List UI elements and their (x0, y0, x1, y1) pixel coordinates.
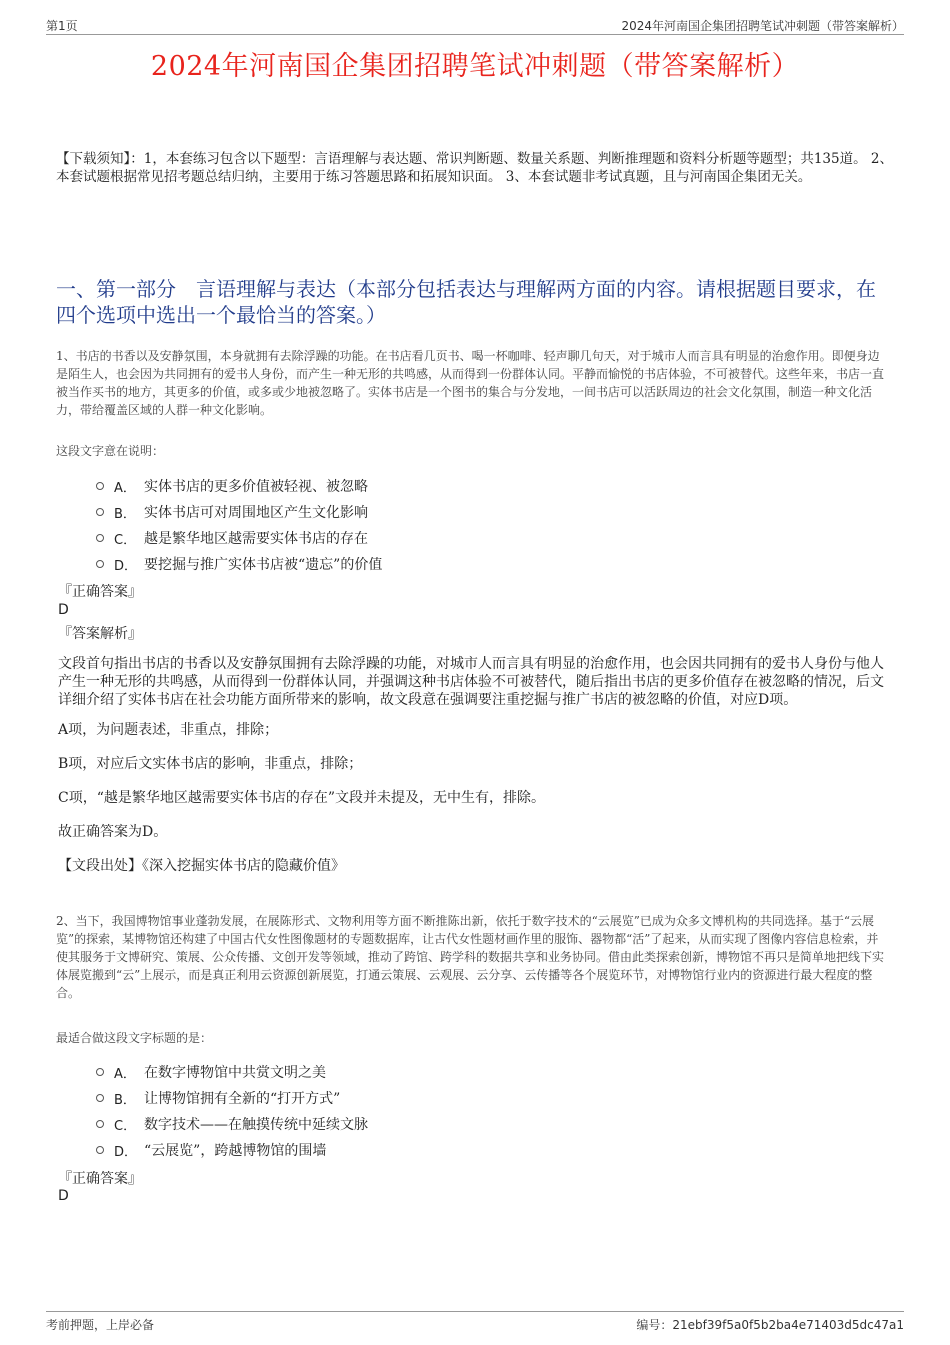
radio-icon[interactable] (96, 1068, 104, 1076)
page-number: 第1页 (46, 19, 78, 33)
header-doc-title: 2024年河南国企集团招聘笔试冲刺题（带答案解析） (621, 19, 904, 33)
option-text: 实体书店可对周围地区产生文化影响 (144, 505, 368, 521)
question-1-analysis (58, 655, 888, 875)
option-letter: C． (114, 532, 137, 548)
radio-icon[interactable] (96, 1094, 104, 1102)
question-1-analysis-label: 『答案解析』 (58, 626, 142, 642)
radio-icon[interactable] (96, 1146, 104, 1154)
option-letter: D． (114, 558, 138, 574)
radio-icon[interactable] (96, 534, 104, 542)
question-1-options (96, 473, 382, 577)
option-letter: C． (114, 1118, 137, 1134)
option-text: 越是繁华地区越需要实体书店的存在 (144, 531, 368, 547)
radio-icon[interactable] (96, 482, 104, 490)
section-heading: 一、第一部分 言语理解与表达（本部分包括表达与理解两方面的内容。请根据题目要求，在四个选项中选出一个最恰当的答案。） (56, 277, 876, 327)
question-2-options (96, 1059, 368, 1163)
option-letter: A． (114, 480, 136, 496)
question-2-option-a[interactable] (96, 1059, 368, 1085)
analysis-paragraph: 故正确答案为D。 (58, 824, 168, 840)
option-text: 在数字博物馆中共赏文明之美 (144, 1065, 326, 1081)
download-notice: 【下载须知】：1，本套练习包含以下题型：言语理解与表达题、常识判断题、数量关系题、判断推理题和资料分析题等题型；共135道。 2、本套试题根据常见招考题总结归纳，主要用于练习答题思路和拓展知识面。 3、本套试题非考试真题，且与河南国企集团无关。 (56, 151, 893, 185)
question-1-option-d[interactable] (96, 551, 382, 577)
serial-code: 21ebf39f5a0f5b2ba4e71403d5dc47a1 (672, 1318, 904, 1332)
question-2-answer-label: 『正确答案』 (58, 1171, 142, 1187)
question-1-option-a[interactable] (96, 473, 382, 499)
question-1-prompt: 这段文字意在说明： (56, 444, 165, 458)
footer-slogan: 考前押题，上岸必备 (46, 1318, 155, 1332)
option-letter: A． (114, 1066, 136, 1082)
option-text: “云展览”，跨越博物馆的围墙 (144, 1143, 327, 1159)
radio-icon[interactable] (96, 508, 104, 516)
question-2-answer: D (58, 1188, 69, 1204)
question-2-option-b[interactable] (96, 1085, 368, 1111)
page-footer (46, 1311, 904, 1336)
question-1-text: 1、书店的书香以及安静氛围，本身就拥有去除浮躁的功能。在书店看几页书、喝一杯咖啡、轻声聊几句天，对于城市人而言具有明显的治愈作用。即便身边是陌生人，也会因为共同拥有的爱书人身份，而产生一种无形的共鸣感，从而得到一份群体认同。平静而愉悦的书店体验，不可被替代。这些年来，书店一直被当作买书的地方，其更多的价值，或多或少地被忽略了。实体书店是一个图书的集合与分发地，一间书店可以活跃周边的社会文化氛围，制造一种文化活力，带给覆盖区域的人群一种文化影响。 (56, 349, 885, 417)
option-text: 数字技术——在触摸传统中延续文脉 (144, 1117, 368, 1133)
option-letter: D． (114, 1144, 138, 1160)
question-1-option-c[interactable] (96, 525, 382, 551)
radio-icon[interactable] (96, 560, 104, 568)
option-letter: B． (114, 1092, 136, 1108)
analysis-paragraph: A项，为问题表述，非重点，排除； (58, 722, 279, 738)
page-title: 2024年河南国企集团招聘笔试冲刺题（带答案解析） (150, 51, 800, 82)
option-letter: B． (114, 506, 136, 522)
option-text: 让博物馆拥有全新的“打开方式” (144, 1091, 341, 1107)
option-text: 要挖掘与推广实体书店被“遗忘”的价值 (144, 557, 383, 573)
question-2-text: 2、当下，我国博物馆事业蓬勃发展，在展陈形式、文物利用等方面不断推陈出新，依托于数字技术的“云展览”已成为众多文博机构的共同选择。基于“云展览”的探索，某博物馆还构建了中国古代女性图像题材的专题数据库，让古代女性题材画作里的服饰、器物都“活”了起来，从而实现了图像内容信息检索，并使其服务于文博研究、策展、公众传播、文创开发等领域，推动了跨馆、跨学科的数据共享和业务协同。借由此类探索创新，博物馆不再只是简单地把线下实体展览搬到“云”上展示，而是真正利用云资源创新展览，打通云策展、云观展、云分享、云传播等各个展览环节，对博物馆行业内的资源进行最大程度的整合。 (56, 914, 885, 1000)
option-text: 实体书店的更多价值被轻视、被忽略 (144, 479, 368, 495)
page-header (46, 14, 904, 35)
analysis-paragraph: C项，“越是繁华地区越需要实体书店的存在”文段并未提及，无中生有，排除。 (58, 790, 546, 806)
question-1-option-b[interactable] (96, 499, 382, 525)
question-2-option-d[interactable] (96, 1137, 368, 1163)
analysis-paragraph: 文段首句指出书店的书香以及安静氛围拥有去除浮躁的功能，对城市人而言具有明显的治愈作用，也会因共同拥有的爱书人身份与他人产生一种无形的共鸣感，从而得到一份群体认同，并强调这种书店体验不可被替代，随后指出书店的更多价值存在被忽略的情况，后文详细介绍了实体书店在社会功能方面所带来的影响，故文段意在强调要注重挖掘与推广书店的被忽略的价值，对应D项。 (58, 656, 884, 708)
question-2-prompt: 最适合做这段文字标题的是： (56, 1031, 213, 1045)
serial-label: 编号： (636, 1318, 673, 1332)
analysis-source: 【文段出处】《深入挖掘实体书店的隐藏价值》 (58, 858, 345, 874)
footer-serial (636, 1316, 904, 1333)
question-1-answer: D (58, 602, 69, 618)
question-1-answer-label: 『正确答案』 (58, 584, 142, 600)
radio-icon[interactable] (96, 1120, 104, 1128)
question-2-option-c[interactable] (96, 1111, 368, 1137)
analysis-paragraph: B项，对应后文实体书店的影响，非重点，排除； (58, 756, 363, 772)
